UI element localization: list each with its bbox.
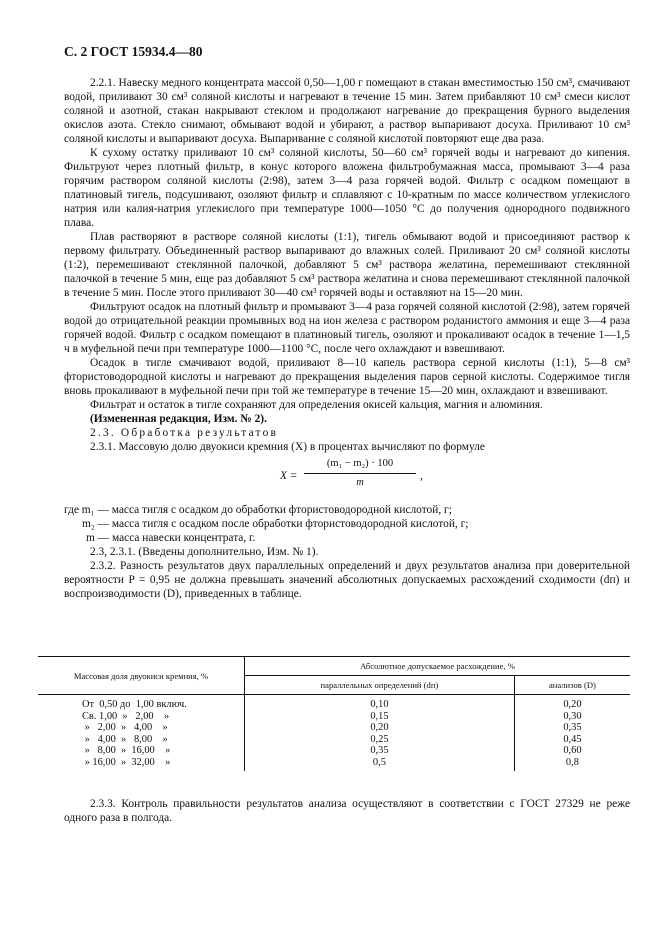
formula-fraction: [304, 457, 416, 490]
table-cell-range: От 0,50 до 1,00 включ.: [38, 695, 245, 711]
table-row: [38, 695, 630, 711]
table-cell-d: 0,30: [514, 711, 630, 723]
formula-denominator: m: [356, 477, 364, 488]
formula-tail: ,: [420, 470, 423, 482]
table-row: [38, 711, 630, 723]
intro-note: 2.3, 2.3.1. (Введены дополнительно, Изм. № 1).: [90, 546, 319, 558]
definition-m2: m₂ — масса тигля с осадком после обработки фтористоводородной кислотой, г;: [82, 518, 469, 530]
table-cell-dp: 0,10: [245, 695, 515, 711]
section-title: 2.3. Обработка результатов: [90, 427, 279, 439]
page-header: С. 2 ГОСТ 15934.4—80: [64, 44, 203, 59]
table-cell-range: » 8,00 » 16,00 »: [38, 745, 245, 757]
table-header-analyses: анализов (D): [514, 676, 630, 695]
paragraph-2-3-2: 2.3.2. Разность результатов двух параллельных определений и двух результатов анализа при доверительной вероятности P = 0,95 не должна превышать значений абсолютных допускаемых расхождений сходимости (dп) и воспроизводимости (D), приведенных в таблице.: [64, 560, 630, 600]
paragraph-hf-treatment: Осадок в тигле смачивают водой, приливают 8—10 капель раствора серной кислоты (1:1), 5—8 см³ фтористоводородной кислоты и нагревают до прекращения выделения паров серной кислоты. Содержимое тигля вновь прокаливают в муфельной печи при той же температуре в течение 15—20 мин, охлаждают и взвешивают.: [64, 357, 630, 397]
paragraph-filtrate: Фильтрат и остаток в тигле сохраняют для определения окисей кальция, магния и алюминия.: [90, 399, 543, 411]
table-header-group: Абсолютное допускаемое расхождение, %: [245, 657, 631, 676]
paragraph-melt: Плав растворяют в растворе соляной кислоты (1:1), тигель обмывают водой и присоединяют раствор к первому фильтрату. Объединенный раствор выпаривают до влажных солей. Приливают 20 см³ соляной кислоты (1:2), перемешивают стеклянной палочкой, добавляют 5 см³ раствора желатина, перемешивают стеклянной палочкой в течение 5 мин, еще раз добавляют 5 см³ раствора желатина и снова перемешивают стеклянной палочкой в течение 5 мин. После этого приливают 30—40 см³ горячей воды и оставляют на 15—20 мин.: [64, 231, 630, 299]
table-cell-dp: 0,20: [245, 722, 515, 734]
table-cell-dp: 0,25: [245, 734, 515, 746]
paragraph-2-3-1: 2.3.1. Массовую долю двуокиси кремния (X) в процентах вычисляют по формуле: [90, 441, 485, 453]
paragraph-2-2-1: 2.2.1. Навеску медного концентрата массой 0,50—1,00 г помещают в стакан вместимостью 150 см³, смачивают водой, приливают 30 см³ соляной кислоты и нагревают в течение 15 мин. Затем прибавляют 10 см³ смеси кислот соляной и азотной, стакан накрывают стеклом и продолжают нагревание до прекращения бурного выделения окислов азота. Стекло снимают, обмывают водой и убирают, а раствор выпаривают досуха. Приливают 10 см³ соляной кислоты и выпаривают досуха. Выпаривание с соляной кислотой повторяют еще два раза.: [64, 77, 630, 145]
table-cell-range: » 2,00 » 4,00 »: [38, 722, 245, 734]
table-row: [38, 722, 630, 734]
formula-numerator: (m₁ − m₂) · 100: [304, 457, 416, 474]
body-text: [64, 76, 630, 601]
change-note-1: [64, 412, 630, 426]
table-cell-range: » 16,00 » 32,00 »: [38, 757, 245, 772]
table-header-parallel: параллельных определений (dп): [245, 676, 515, 695]
table-cell-range: Св. 1,00 » 2,00 »: [38, 711, 245, 723]
table-cell-d: 0,35: [514, 722, 630, 734]
tolerance-table: [38, 656, 630, 771]
definitions: [64, 503, 630, 545]
paragraph-2-3-3: 2.3.3. Контроль правильности результатов анализа осуществляют в соответствии с ГОСТ 27329 не реже одного раза в полгода.: [64, 798, 630, 824]
table-row: [38, 745, 630, 757]
table-cell-d: 0,60: [514, 745, 630, 757]
table-cell-dp: 0,35: [245, 745, 515, 757]
table-cell-range: » 4,00 » 8,00 »: [38, 734, 245, 746]
definition-m1: где m₁ — масса тигля с осадком до обработки фтористоводородной кислотой, г;: [64, 504, 452, 516]
table-cell-d: 0,45: [514, 734, 630, 746]
change-note-1-text: (Измененная редакция, Изм. № 2).: [90, 413, 267, 425]
paragraph-filtration: Фильтруют осадок на плотный фильтр и промывают 3—4 раза горячей соляной кислотой (2:98), затем горячей водой до отрицательной реакции промывных вод на ион железа с раствором роданистого аммония и еще 3—4 раза горячей водой. Фильтр с осадком помещают в платиновый тигель, озоляют и прокаливают осадок в течение 1—1,5 ч в муфельной печи при температуре 1000—1100 °С, после чего охлаждают и взвешивают.: [64, 301, 630, 355]
footer-text: [64, 797, 630, 825]
table-cell-d: 0,8: [514, 757, 630, 772]
formula: [64, 457, 630, 499]
table-row: [38, 757, 630, 772]
table-cell-d: 0,20: [514, 695, 630, 711]
table-header-mass-fraction: Массовая доля двуокиси кремния, %: [38, 657, 245, 695]
table-cell-dp: 0,5: [245, 757, 515, 772]
table-row: [38, 734, 630, 746]
table-cell-dp: 0,15: [245, 711, 515, 723]
formula-lhs: X =: [280, 470, 298, 482]
definition-m: m — масса навески концентрата, г.: [86, 532, 256, 544]
paragraph-dry-residue: К сухому остатку приливают 10 см³ соляной кислоты, 50—60 см³ горячей воды и нагревают до кипения. Фильтруют через плотный фильтр, в конус которого вложена фильтробумажная масса, промывают 3—4 раза горячим раствором соляной кислоты (2:98), затем 3—4 раза горячей водой. Фильтр с осадком помещают в платиновый тигель, подсушивают, озоляют фильтр и сплавляют с 10-кратным по массе количеством углекислого натрия или калия-натрия углекислого при температуре 1000—1050 °С до получения однородного подвижного плава.: [64, 147, 630, 229]
